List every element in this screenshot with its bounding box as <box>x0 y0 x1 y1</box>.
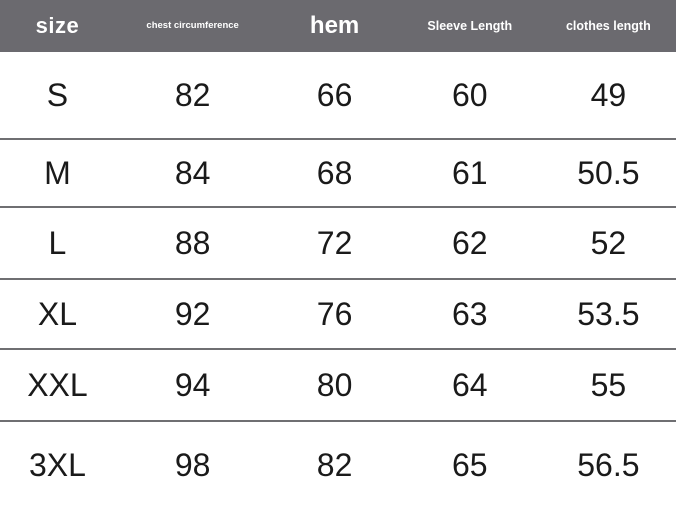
sleeve-length-cell: 64 <box>451 367 488 403</box>
table-body <box>0 52 676 508</box>
sleeve-length-cell: 63 <box>451 296 488 332</box>
chest-circumference-cell: 94 <box>174 367 211 403</box>
size-label-cell: XXL <box>27 367 88 403</box>
chest-circumference-cell: 92 <box>174 296 211 332</box>
size-label-cell: S <box>46 77 69 113</box>
table-row <box>0 208 676 280</box>
size-label-cell: 3XL <box>28 447 86 483</box>
size-label-cell: L <box>48 225 67 261</box>
column-header-chest-circumference: chest circumference <box>146 20 239 32</box>
column-header-clothes-length: clothes length <box>565 18 651 33</box>
hem-cell: 76 <box>316 296 353 332</box>
hem-cell: 72 <box>316 225 353 261</box>
table-row <box>0 350 676 422</box>
clothes-length-cell: 49 <box>590 77 627 113</box>
clothes-length-cell: 53.5 <box>577 296 640 332</box>
clothes-length-cell: 50.5 <box>577 155 640 191</box>
table-row <box>0 52 676 140</box>
sleeve-length-cell: 62 <box>451 225 488 261</box>
size-label-cell: M <box>44 155 71 191</box>
column-header-hem: hem <box>309 12 360 39</box>
chest-circumference-cell: 84 <box>174 155 211 191</box>
table-row <box>0 140 676 208</box>
table-row <box>0 422 676 508</box>
table-header-row <box>0 0 676 52</box>
chest-circumference-cell: 82 <box>174 77 211 113</box>
clothes-length-cell: 55 <box>590 367 627 403</box>
chest-circumference-cell: 88 <box>174 225 211 261</box>
hem-cell: 66 <box>316 77 353 113</box>
hem-cell: 80 <box>316 367 353 403</box>
chest-circumference-cell: 98 <box>174 447 211 483</box>
sleeve-length-cell: 65 <box>451 447 488 483</box>
size-label-cell: XL <box>37 296 78 332</box>
hem-cell: 68 <box>316 155 353 191</box>
sleeve-length-cell: 61 <box>451 155 488 191</box>
table-row <box>0 280 676 350</box>
column-header-size: size <box>35 13 80 38</box>
clothes-length-cell: 56.5 <box>577 447 640 483</box>
column-header-sleeve-length: Sleeve Length <box>427 18 513 33</box>
sleeve-length-cell: 60 <box>451 77 488 113</box>
hem-cell: 82 <box>316 447 353 483</box>
clothes-length-cell: 52 <box>590 225 627 261</box>
